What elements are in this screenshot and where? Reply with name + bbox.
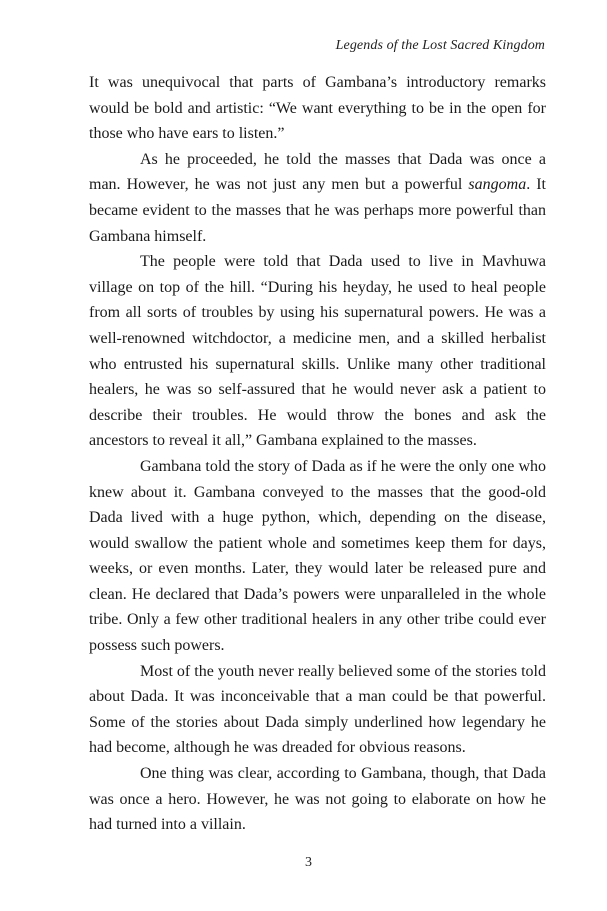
running-header: Legends of the Lost Sacred Kingdom <box>335 38 545 53</box>
body-text <box>89 70 546 838</box>
paragraph-6: One thing was clear, according to Gambana, though, that Dada was once a hero. However, he was not going to elaborate on how he had turned into a villain. <box>89 765 546 834</box>
sangoma-emphasis: sangoma <box>468 176 527 194</box>
paragraph-5: Most of the youth never really believed some of the stories told about Dada. It was inconceivable that a man could be that powerful. Some of the stories about Dada simply underlined how legendary he had become, although he was dreaded for obvious reasons. <box>89 662 546 757</box>
paragraph-2 <box>89 147 546 249</box>
paragraph-3: The people were told that Dada used to live in Mavhuwa village on top of the hill. “During his heyday, he used to heal people from all sorts of troubles by using his supernatural powers. He was a well-renowned witchdoctor, a medicine men, and a skilled herbalist who entrusted his supernatural skills. Unlike many other traditional healers, he was so self-assured that he would never ask a patient to describe their troubles. He would throw the bones and ask the ancestors to reveal it all,” Gambana explained to the masses. <box>89 253 546 450</box>
paragraph-4: Gambana told the story of Dada as if he were the only one who knew about it. Gambana conveyed to the masses that the good-old Dada lived with a huge python, which, depending on the disease, would swallow the patient whole and sometimes keep them for days, weeks, or even months. Later, they would later be released pure and clean. He declared that Dada’s powers were unparalleled in the whole tribe. Only a few other traditional healers in any other tribe could ever possess such powers. <box>89 457 546 655</box>
paragraph-1: It was unequivocal that parts of Gambana’s introductory remarks would be bold and artistic: “We want everything to be in the open for those who have ears to listen.” <box>89 74 546 143</box>
paragraph-2-lead: As he proceeded, he told the masses that Dada was once a man. However, he was not just any men but a powerful <box>89 150 546 194</box>
page-number: 3 <box>305 855 312 870</box>
paragraph-2-tail: . It became evident to the masses that he was perhaps more powerful than Gambana himself. <box>89 176 546 245</box>
